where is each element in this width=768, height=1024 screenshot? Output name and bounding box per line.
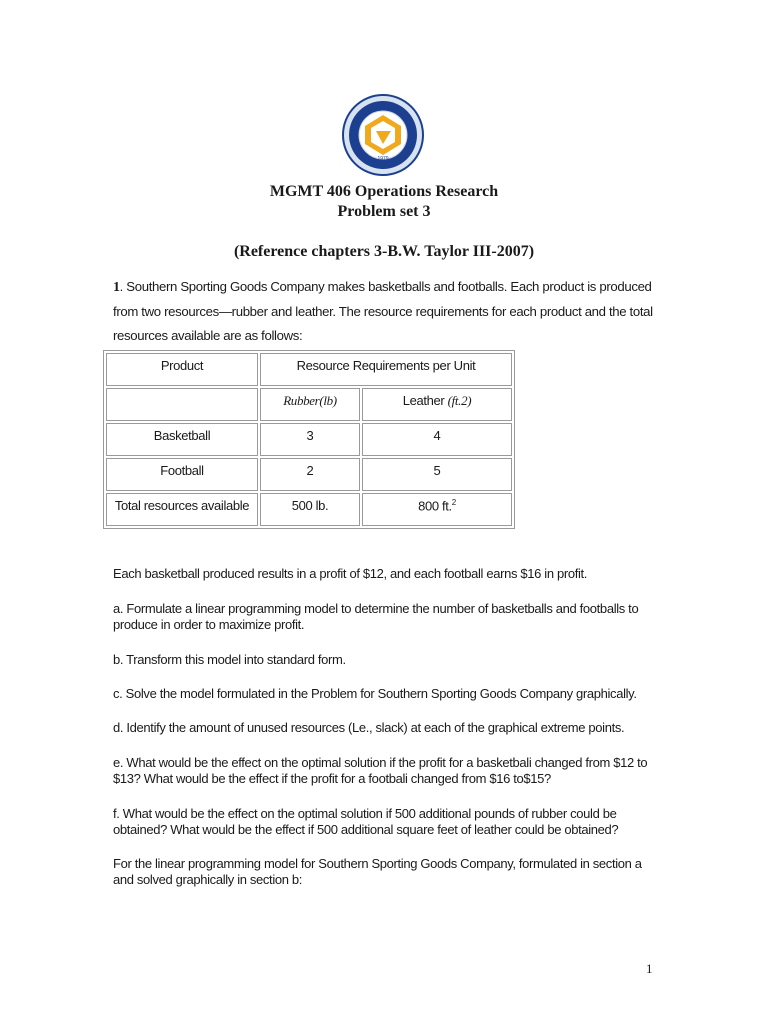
resource-table [103, 350, 515, 529]
table-row [106, 423, 512, 456]
university-seal-icon [342, 94, 424, 176]
seal-year: 1979 [377, 156, 389, 162]
product-cell: Basketball [106, 423, 258, 456]
question-c: c. Solve the model formulated in the Problem for Southern Sporting Goods Company graphically. [113, 686, 637, 701]
problem-set-title: Problem set 3 [337, 203, 431, 220]
rubber-cell: 3 [260, 423, 360, 456]
reference-line: (Reference chapters 3-B.W. Taylor III-2007) [233, 243, 535, 260]
leather-unit: (ft.2) [447, 393, 472, 408]
question-a: a. Formulate a linear programming model to determine the number of basketballs and footballs to produce in order to maximize profit. [113, 601, 639, 632]
leather-cell: 4 [362, 423, 512, 456]
course-title: MGMT 406 Operations Research [269, 183, 499, 200]
problem-1-intro [113, 275, 658, 348]
subheader-leather [362, 388, 512, 421]
header-requirements: Resource Requirements per Unit [260, 353, 512, 386]
question-d: d. Identify the amount of unused resources (Le., slack) at each of the graphical extreme points. [113, 720, 625, 735]
leather-cell: 5 [362, 458, 512, 491]
total-leather-sup: 2 [451, 498, 456, 507]
question-f: f. What would be the effect on the optimal solution if 500 additional pounds of rubber could be obtained? What would be the effect if 500 additional square feet of leather could be obtained? [113, 806, 619, 837]
question-b: b. Transform this model into standard form. [113, 652, 346, 667]
total-leather [362, 493, 512, 526]
product-cell: Football [106, 458, 258, 491]
question-e: e. What would be the effect on the optimal solution if the profit for a basketbali changed from $12 to $13? What would be the effect if the profit for a footbali changed from $16 to$15? [113, 755, 648, 786]
total-label: Total resources available [106, 493, 258, 526]
subheader-rubber: Rubber(lb) [260, 388, 360, 421]
empty-cell [106, 388, 258, 421]
header-product: Product [106, 353, 258, 386]
total-leather-value: 800 ft. [418, 498, 452, 514]
profit-text: Each basketball produced results in a profit of $12, and each football earns $16 in profit. [113, 566, 588, 581]
total-rubber: 500 lb. [260, 493, 360, 526]
table-subheader-row [106, 388, 512, 421]
closing-text: For the linear programming model for Southern Sporting Goods Company, formulated in section a and solved graphically in section b: [113, 856, 642, 887]
page-number: 1 [646, 961, 653, 976]
leather-label: Leather [402, 393, 448, 408]
table-header-row [106, 353, 512, 386]
problem-number: 1 [113, 280, 120, 295]
rubber-cell: 2 [260, 458, 360, 491]
table-row [106, 458, 512, 491]
problem-intro-text: . Southern Sporting Goods Company makes basketballs and footballs. Each product is produced from two resources—rubber and leather. The resource requirements for each product and the total resources available are as follows: [113, 279, 653, 343]
table-total-row [106, 493, 512, 526]
